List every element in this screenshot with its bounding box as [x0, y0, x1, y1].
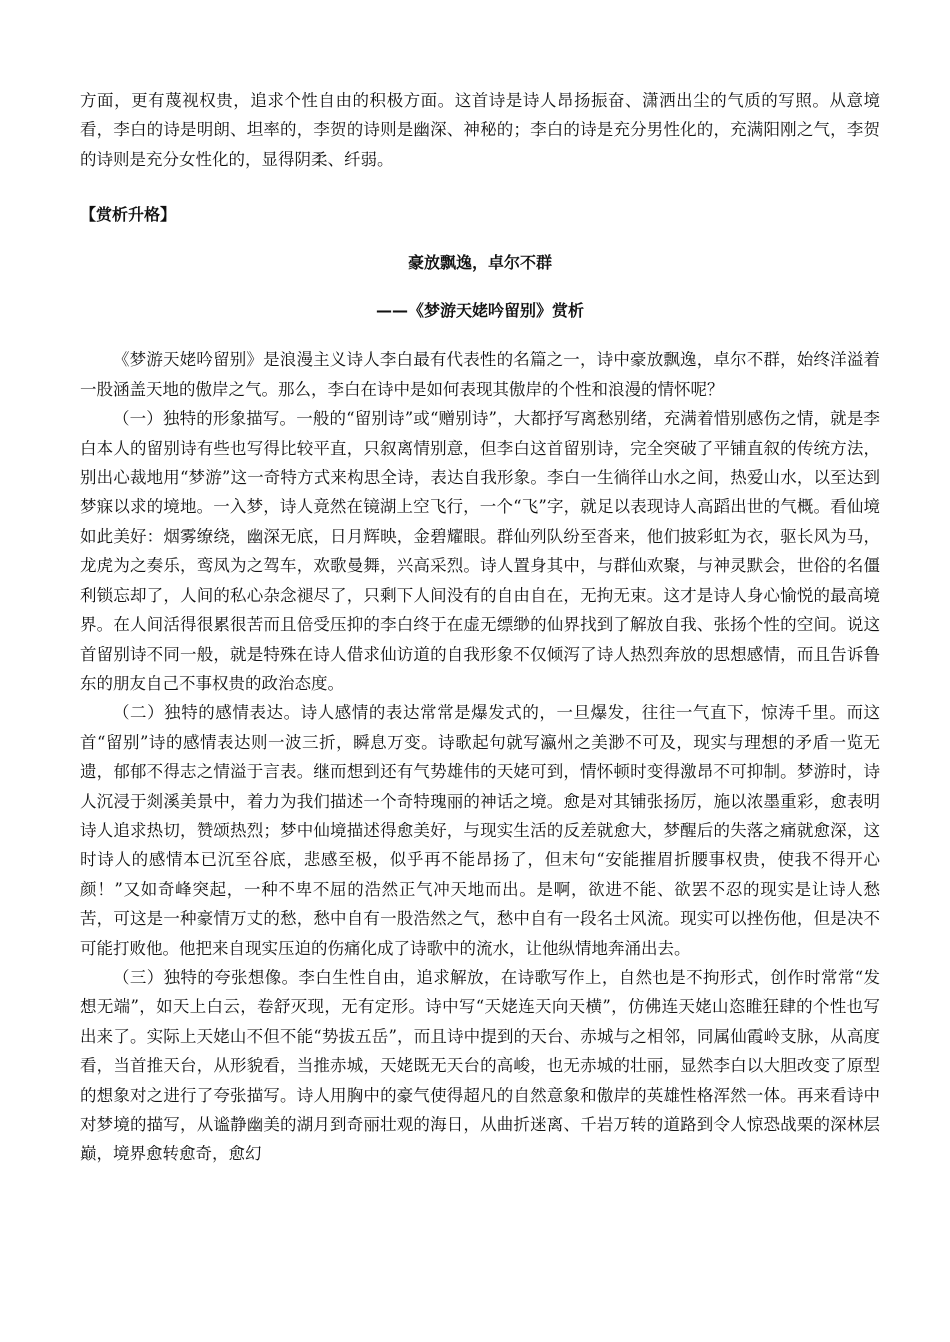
paragraph-section-1: （一）独特的形象描写。一般的“留别诗”或“赠别诗”，大都抒写离愁别绪，充满着惜别感伤之情，就是李白本人的留别诗有些也写得比较平直，只叙离情别意，但李白这首留别诗，完全突破了平铺直叙的传统方法，别出心裁地用“梦游”这一奇特方式来构思全诗，表达自我形象。李白一生徜徉山水之间，热爱山水，以至达到梦寐以求的境地。一入梦，诗人竟然在镜湖上空飞行，一个“飞”字，就足以表现诗人高蹈出世的气概。看仙境如此美好：烟雾缭绕，幽深无底，日月辉映，金碧耀眼。群仙列队纷至沓来，他们披彩虹为衣，驱长风为马，龙虎为之奏乐，鸾凤为之驾车，欢歌曼舞，兴高采烈。诗人置身其中，与群仙欢聚，与神灵默会，世俗的名僵利锁忘却了，人间的私心杂念褪尽了，只剩下人间没有的自由自在，无拘无束。这才是诗人身心愉悦的最高境界。在人间活得很累很苦而且倍受压抑的李白终于在虚无缥缈的仙界找到了解放自我、张扬个性的空间。说这首留别诗不同一般，就是特殊在诗人借求仙访道的自我形象不仅倾泻了诗人热烈奔放的思想感情，而且告诉鲁东的朋友自己不事权贵的政治态度。	[80, 409, 880, 693]
article-subtitle: ——《梦游天姥吟留别》赏析	[375, 301, 584, 321]
paragraph-section-2: （二）独特的感情表达。诗人感情的表达常常是爆发式的，一旦爆发，往往一气直下，惊涛千里。而这首“留别”诗的感情表达则一波三折，瞬息万变。诗歌起句就写瀛州之美渺不可及，现实与理想的矛盾一览无遗，郁郁不得志之情溢于言表。继而想到还有气势雄伟的天姥可到，情怀顿时变得激昂不可抑制。梦游时，诗人沉浸于剡溪美景中，着力为我们描述一个奇特瑰丽的神话之境。愈是对其铺张扬厉，施以浓墨重彩，愈表明诗人追求热切，赞颂热烈；梦中仙境描述得愈美好，与现实生活的反差就愈大，梦醒后的失落之痛就愈深，这时诗人的感情本已沉至谷底，悲感至极，似乎再不能昂扬了，但末句“安能摧眉折腰事权贵，使我不得开心颜！”又如奇峰突起，一种不卑不屈的浩然正气冲天地而出。是啊，欲进不能、欲罢不忍的现实是让诗人愁苦，可这是一种豪情万丈的愁，愁中自有一股浩然之气，愁中自有一段名士风流。现实可以挫伤他，但是决不可能打败他。他把来自现实压迫的伤痛化成了诗歌中的流水，让他纵情地奔涌出去。	[80, 703, 880, 958]
intro-paragraph	[80, 86, 880, 174]
section-label: 【赏析升格】	[80, 205, 177, 225]
paragraph-section-3: （三）独特的夸张想像。李白生性自由，追求解放，在诗歌写作上，自然也是不拘形式，创作时常常“发想无端”，如天上白云，卷舒灭现，无有定形。诗中写“天姥连天向天横”，仿佛连天姥山恣睢狂肆的个性也写出来了。实际上天姥山不但不能“势拔五岳”，而且诗中提到的天台、赤城与之相邻，同属仙霞岭支脉，从高度看，当首推天台，从形貌看，当推赤城，天姥既无天台的高峻，也无赤城的壮丽，显然李白以大胆改变了原型的想象对之进行了夸张描写。诗人用胸中的豪气使得超凡的自然意象和傲岸的英雄性格浑然一体。再来看诗中对梦境的描写，从谧静幽美的湖月到奇丽壮观的海日，从曲折迷离、千岩万转的道路到令人惊恐战栗的深林层巅，境界愈转愈奇，愈幻	[80, 967, 880, 1164]
intro-text: 方面，更有蔑视权贵，追求个性自由的积极方面。这首诗是诗人昂扬振奋、潇洒出尘的气质的写照。从意境看，李白的诗是明朗、坦率的，李贺的诗则是幽深、神秘的；李白的诗是充分男性化的，充满阳刚之气，李贺的诗则是充分女性化的，显得阴柔、纤弱。	[80, 91, 880, 169]
article-body	[80, 345, 880, 1168]
article-title: 豪放飘逸，卓尔不群	[407, 252, 552, 272]
paragraph-intro: 《梦游天姥吟留别》是浪漫主义诗人李白最有代表性的名篇之一，诗中豪放飘逸，卓尔不群，始终洋溢着一股涵盖天地的傲岸之气。那么，李白在诗中是如何表现其傲岸的个性和浪漫的情怀呢？	[80, 350, 880, 399]
document-page	[80, 86, 880, 1169]
